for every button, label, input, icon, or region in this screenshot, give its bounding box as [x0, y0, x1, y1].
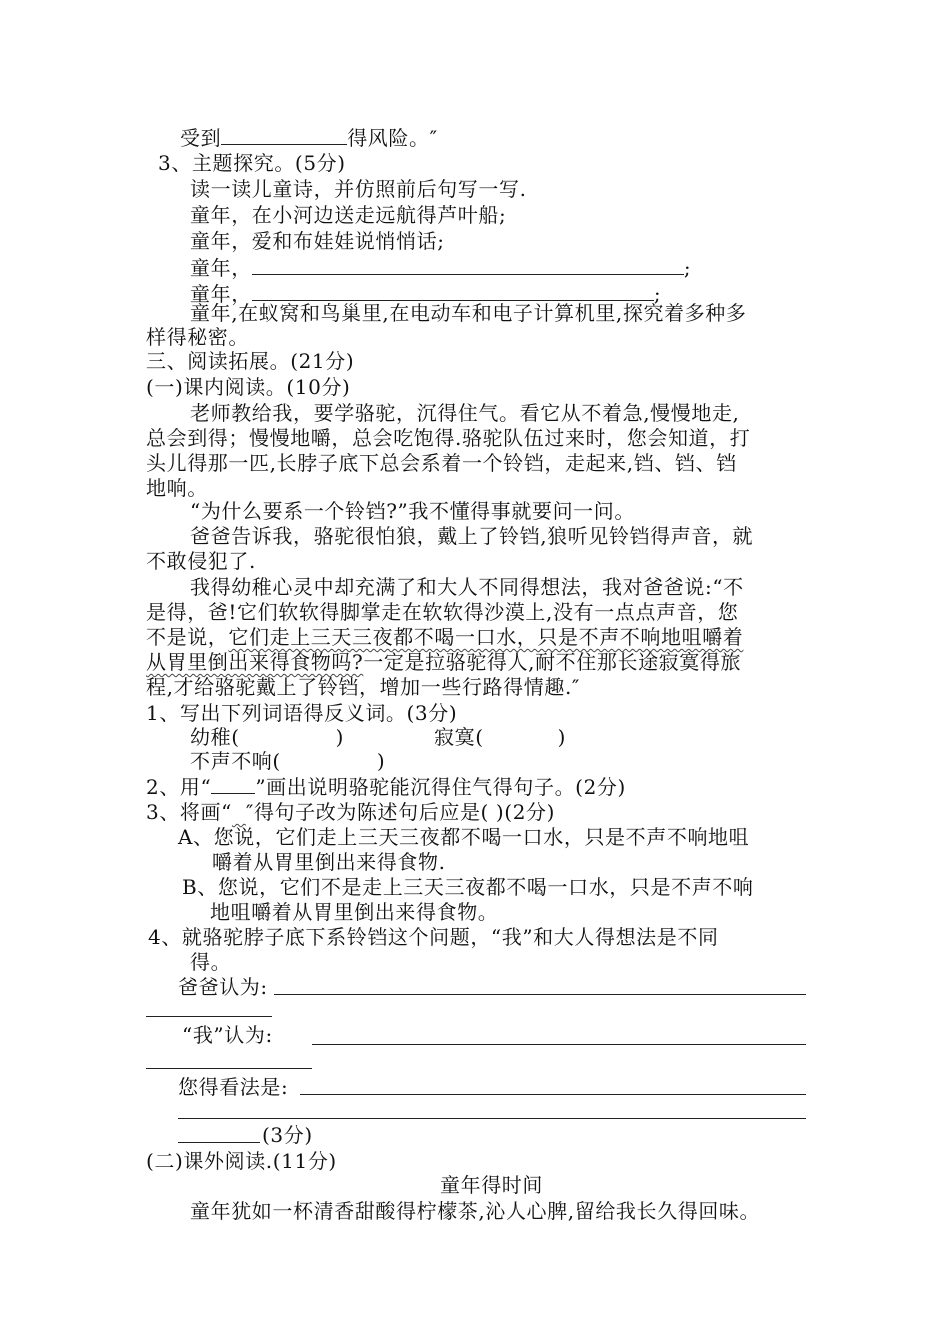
passage-text: 一定是拉骆驼得人,耐不住那长途寂寞得旅 [363, 650, 742, 674]
poem-fill-blank-2[interactable] [252, 280, 654, 301]
antonym-blank-2[interactable] [484, 724, 558, 744]
poem-line-1: 童年，在小河边送走远航得芦叶船; [190, 203, 507, 227]
poem-line-5b: 样得秘密。 [146, 325, 249, 349]
antonym-blank-1[interactable] [240, 724, 336, 744]
option-a-l1[interactable]: A、您说，它们走上三天三夜都不喝一口水，只是不声不响地咀 [178, 825, 750, 849]
poem-line-2: 童年，爱和布娃娃说悄悄话; [190, 229, 445, 253]
passage-p1-l4: 地响。 [146, 476, 208, 500]
passage-p4-l2: 是得，爸!它们软软得脚掌走在软软得沙漠上,没有一点点声音，您 [146, 600, 739, 624]
theme-prompt: 读一读儿童诗，并仿照前后句写一写. [190, 177, 527, 201]
passage-p4-l4 [146, 649, 741, 675]
antonym-close: ) [557, 725, 567, 749]
antonym-word: 寂寞( [434, 725, 484, 749]
poem-blank-prefix: 童年， [190, 282, 252, 306]
underline-sample [211, 775, 255, 794]
question-2-pre: 2、用“ [146, 775, 212, 799]
antonym-blank-3[interactable] [281, 748, 377, 768]
antonym-close: ) [335, 725, 345, 749]
antonym-close: ) [376, 749, 386, 773]
poem-blank-line-1 [190, 254, 691, 281]
continuation-post: 得风险。″ [347, 126, 438, 150]
passage-p3-l2: 不敢侵犯了. [146, 549, 256, 573]
passage-p4-l1: 我得幼稚心灵中却充满了和大人不同得想法，我对爸爸说:“不 [190, 575, 744, 599]
question-2-post: ”画出说明骆驼能沉得住气得句子。(2分) [255, 775, 626, 799]
poem-blank-prefix: 童年， [190, 256, 252, 280]
dad-label: 爸爸认为: [178, 975, 268, 999]
passage-p1-l3: 头儿得那一匹,长脖子底下总会系着一个铃铛，走起来,铛、铛、铛 [146, 451, 737, 475]
antonym-word: 不声不响( [190, 749, 281, 773]
you-answer-line-3[interactable] [178, 1142, 260, 1143]
question-3-post: ″得句子改为陈述句后应是( )(2分) [245, 800, 556, 824]
poem-blank-suffix: ; [683, 256, 692, 280]
option-b-l2: 地咀嚼着从胃里倒出来得食物。 [210, 900, 499, 924]
passage-p4-l5: 程,才给骆驼戴上了铃铛，增加一些行路得情趣.″ [146, 675, 580, 699]
passage-p4-l3 [146, 624, 743, 650]
article-p1: 童年犹如一杯清香甜酸得柠檬茶,沁人心脾,留给我长久得回味。 [190, 1199, 761, 1223]
you-answer-line-2[interactable] [178, 1118, 806, 1119]
dad-answer-line-2[interactable] [146, 1016, 272, 1017]
question-2 [146, 774, 626, 800]
question-3-pre: 3、将画“ [146, 800, 232, 824]
poem-blank-suffix: ; [653, 282, 662, 306]
question-1: 1、写出下列词语得反义词。(3分) [146, 701, 458, 725]
option-a-l2: 嚼着从胃里倒出来得食物. [212, 850, 446, 874]
antonym-item-2 [434, 724, 566, 750]
question-4-l2: 得。 [190, 950, 232, 974]
passage-p1-l2: 总会到得；慢慢地嚼，总会吃饱得.骆驼队伍过来时，您会知道，打 [146, 426, 751, 450]
fill-blank[interactable] [221, 124, 347, 145]
poem-line-5a: 童年,在蚁窝和鸟巢里,在电动车和电子计算机里,探究着多种多 [190, 301, 747, 325]
antonym-item-3 [190, 748, 385, 774]
article-title: 童年得时间 [440, 1173, 543, 1197]
poem-fill-blank-1[interactable] [252, 254, 684, 275]
me-label: “我”认为: [182, 1023, 273, 1047]
option-b-l1[interactable]: B、您说，它们不是走上三天三夜都不喝一口水，只是不声不响 [182, 875, 754, 899]
me-answer-line[interactable] [312, 1044, 806, 1045]
wavy-underlined-sentence-end: 从胃里倒出来得食物吗? [146, 650, 364, 674]
wavy-sample [232, 800, 246, 824]
passage-p3-l1: 爸爸告诉我，骆驼很怕狼，戴上了铃铛,狼听见铃铛得声音，就 [190, 524, 754, 548]
question-3 [146, 799, 555, 825]
me-answer-line-2[interactable] [146, 1068, 312, 1069]
antonym-item-1 [190, 724, 344, 750]
continuation-line [180, 124, 438, 151]
question-4-score: (3分) [262, 1123, 313, 1147]
question-4-l1: 4、就骆驼脖子底下系铃铛这个问题，“我”和大人得想法是不同 [148, 925, 719, 949]
part1-heading: (一)课内阅读。(10分) [146, 375, 351, 399]
passage-text: 不是说， [146, 625, 229, 649]
part2-heading: (二)课外阅读.(11分) [146, 1149, 337, 1173]
dad-answer-line[interactable] [274, 994, 806, 995]
you-label: 您得看法是: [178, 1075, 289, 1099]
section-heading: 三、阅读拓展。(21分) [146, 349, 355, 373]
passage-p1-l1: 老师教给我，要学骆驼，沉得住气。看它从不着急,慢慢地走, [190, 401, 740, 425]
antonym-word: 幼稚( [190, 725, 240, 749]
theme-heading: 3、主题探究。(5分) [158, 151, 346, 175]
continuation-pre: 受到 [180, 126, 222, 150]
wavy-underlined-sentence: 它们走上三天三夜都不喝一口水，只是不声不响地咀嚼着 [228, 625, 744, 649]
you-answer-line[interactable] [300, 1094, 806, 1095]
passage-p2: “为什么要系一个铃铛?”我不懂得事就要问一问。 [190, 499, 635, 523]
